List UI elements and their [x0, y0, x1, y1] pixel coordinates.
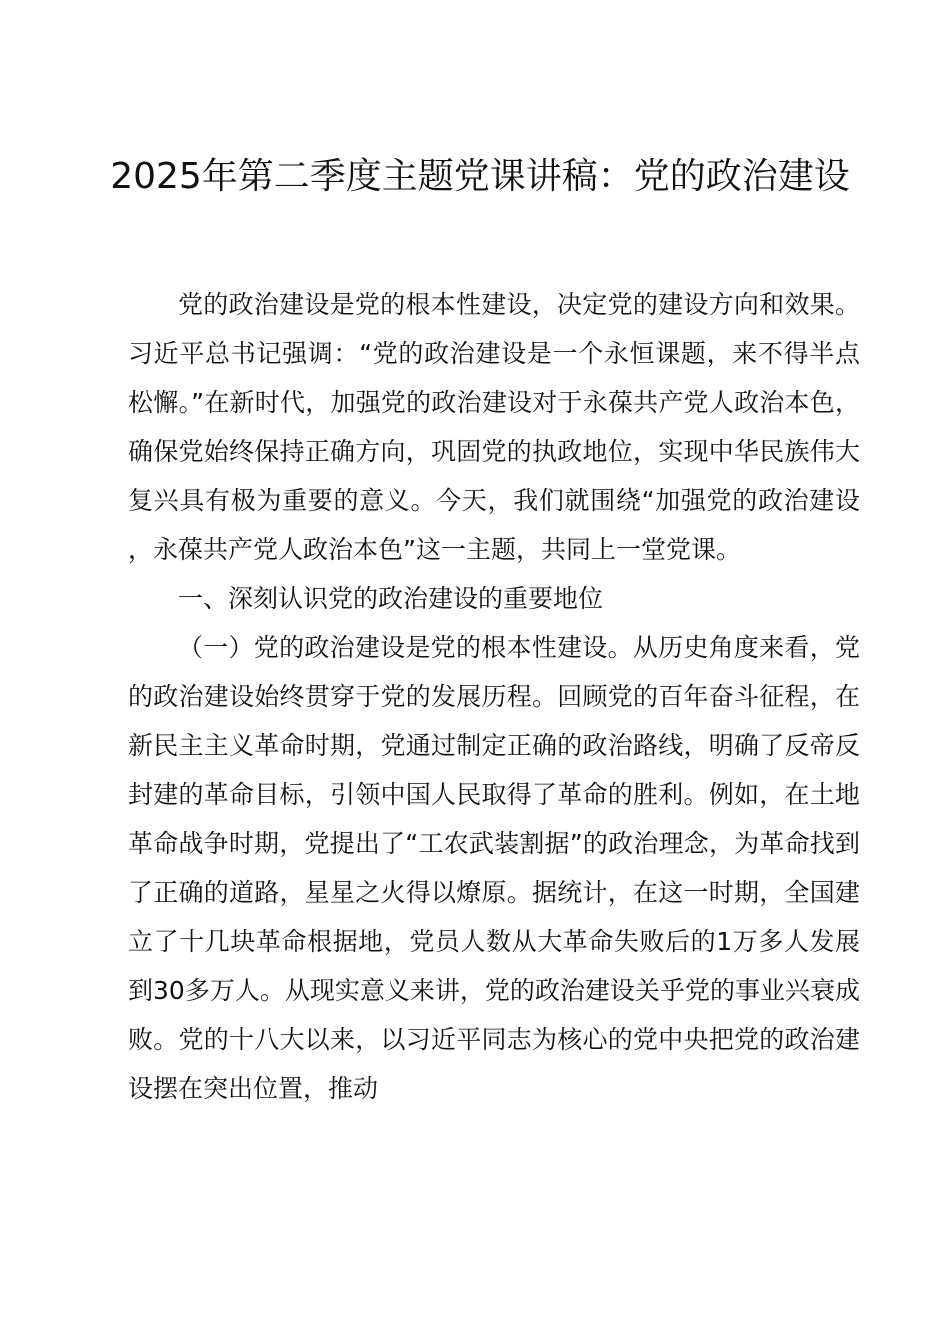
document-body: [128, 280, 860, 1113]
paragraph-intro: 党的政治建设是党的根本性建设，决定党的建设方向和效果。习近平总书记强调：“党的政治建设是一个永恒课题，来不得半点松懈。”在新时代，加强党的政治建设对于永葆共产党人政治本色，确保党始终保持正确方向，巩固党的执政地位，实现中华民族伟大复兴具有极为重要的意义。今天，我们就围绕“加强党的政治建设，永葆共产党人政治本色”这一主题，共同上一堂党课。: [128, 290, 860, 564]
section-heading-1: 一、深刻认识党的政治建设的重要地位: [178, 584, 604, 613]
paragraph-subsection-1: （一）党的政治建设是党的根本性建设。从历史角度来看，党的政治建设始终贯穿于党的发展历程。回顾党的百年奋斗征程，在新民主主义革命时期，党通过制定正确的政治路线，明确了反帝反封建的革命目标，引领中国人民取得了革命的胜利。例如，在土地革命战争时期，党提出了“工农武装割据”的政治理念，为革命找到了正确的道路，星星之火得以燎原。据统计，在这一时期，全国建立了十几块革命根据地，党员人数从大革命失败后的1万多人发展到30多万人。从现实意义来讲，党的政治建设关乎党的事业兴衰成败。党的十八大以来，以习近平同志为核心的党中央把党的政治建设摆在突出位置，推动: [128, 633, 860, 1103]
document-title: 2025年第二季度主题党课讲稿：党的政治建设: [110, 156, 850, 197]
